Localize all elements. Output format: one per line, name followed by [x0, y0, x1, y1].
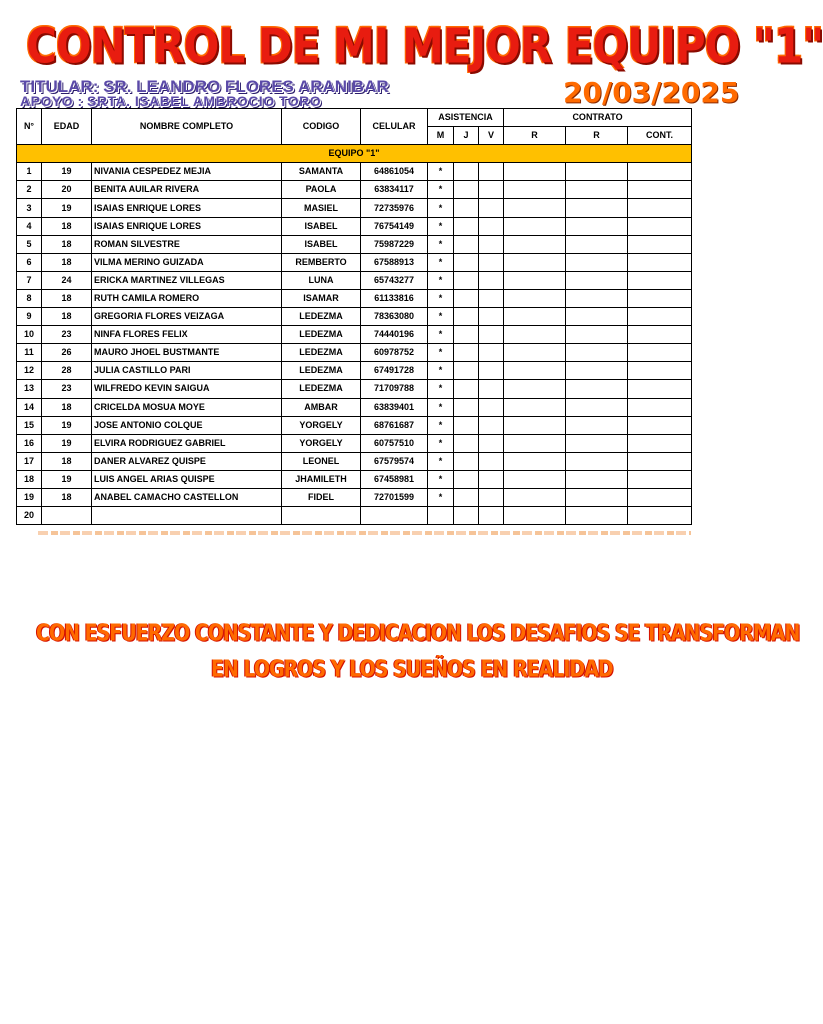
- row-edad: 18: [42, 452, 92, 470]
- table-row: [17, 434, 692, 452]
- row-contrato-r1: [504, 181, 566, 199]
- row-asistencia-m: *: [428, 308, 454, 326]
- row-contrato-r1: [504, 344, 566, 362]
- header-contrato: CONTRATO: [504, 109, 692, 127]
- row-asistencia-v: [479, 308, 504, 326]
- row-asistencia-v: [479, 181, 504, 199]
- row-celular: 74440196: [361, 326, 428, 344]
- row-codigo: LEONEL: [282, 452, 361, 470]
- row-asistencia-j: [454, 217, 479, 235]
- row-nombre: VILMA MERINO GUIZADA: [92, 253, 282, 271]
- row-number: 20: [17, 507, 42, 525]
- header-j: J: [454, 127, 479, 145]
- row-nombre: ISAIAS ENRIQUE LORES: [92, 217, 282, 235]
- row-celular: 63839401: [361, 398, 428, 416]
- table-row: [17, 507, 692, 525]
- attendance-table: [16, 108, 692, 525]
- row-nombre: JOSE ANTONIO COLQUE: [92, 416, 282, 434]
- row-asistencia-j: [454, 344, 479, 362]
- row-codigo: SAMANTA: [282, 163, 361, 181]
- row-edad: 19: [42, 470, 92, 488]
- row-asistencia-j: [454, 326, 479, 344]
- row-contrato-r2: [566, 488, 628, 506]
- row-asistencia-j: [454, 362, 479, 380]
- row-number: 19: [17, 488, 42, 506]
- row-contrato-cont: [628, 253, 692, 271]
- row-nombre: MAURO JHOEL BUSTMANTE: [92, 344, 282, 362]
- row-asistencia-j: [454, 380, 479, 398]
- row-celular: 63834117: [361, 181, 428, 199]
- table-body: [17, 163, 692, 525]
- row-contrato-r1: [504, 308, 566, 326]
- row-codigo: LEDEZMA: [282, 326, 361, 344]
- row-number: 15: [17, 416, 42, 434]
- row-asistencia-m: *: [428, 452, 454, 470]
- row-asistencia-j: [454, 470, 479, 488]
- row-codigo: ISABEL: [282, 235, 361, 253]
- row-edad: 19: [42, 163, 92, 181]
- row-codigo: FIDEL: [282, 488, 361, 506]
- row-edad: 23: [42, 326, 92, 344]
- row-asistencia-m: *: [428, 181, 454, 199]
- row-codigo: YORGELY: [282, 416, 361, 434]
- table-row: [17, 235, 692, 253]
- row-contrato-cont: [628, 362, 692, 380]
- row-nombre: BENITA AUILAR RIVERA: [92, 181, 282, 199]
- row-edad: 19: [42, 416, 92, 434]
- row-nombre: GREGORIA FLORES VEIZAGA: [92, 308, 282, 326]
- row-celular: 67579574: [361, 452, 428, 470]
- row-codigo: LUNA: [282, 271, 361, 289]
- row-asistencia-j: [454, 452, 479, 470]
- row-edad: 18: [42, 217, 92, 235]
- table-row: [17, 289, 692, 307]
- row-contrato-r2: [566, 289, 628, 307]
- apoyo-line: APOYO : SRTA. ISABEL AMBROCIO TORO: [20, 93, 322, 109]
- row-number: 10: [17, 326, 42, 344]
- row-codigo: REMBERTO: [282, 253, 361, 271]
- row-celular: 75987229: [361, 235, 428, 253]
- header-row-top: [17, 109, 692, 127]
- row-nombre: ISAIAS ENRIQUE LORES: [92, 199, 282, 217]
- section-title: EQUIPO "1": [17, 145, 692, 163]
- row-number: 14: [17, 398, 42, 416]
- row-edad: 26: [42, 344, 92, 362]
- row-asistencia-v: [479, 271, 504, 289]
- row-asistencia-v: [479, 253, 504, 271]
- row-number: 11: [17, 344, 42, 362]
- row-contrato-r2: [566, 326, 628, 344]
- row-contrato-cont: [628, 271, 692, 289]
- row-edad: 19: [42, 434, 92, 452]
- row-codigo: JHAMILETH: [282, 470, 361, 488]
- table-row: [17, 398, 692, 416]
- row-asistencia-m: *: [428, 326, 454, 344]
- row-asistencia-v: [479, 289, 504, 307]
- row-number: 13: [17, 380, 42, 398]
- row-celular: 60978752: [361, 344, 428, 362]
- row-contrato-r1: [504, 163, 566, 181]
- table-row: [17, 326, 692, 344]
- row-number: 12: [17, 362, 42, 380]
- row-asistencia-m: *: [428, 380, 454, 398]
- table-row: [17, 181, 692, 199]
- table-row: [17, 271, 692, 289]
- row-contrato-r1: [504, 217, 566, 235]
- table-row: [17, 217, 692, 235]
- row-edad: 20: [42, 181, 92, 199]
- row-asistencia-v: [479, 452, 504, 470]
- row-contrato-cont: [628, 163, 692, 181]
- table-row: [17, 199, 692, 217]
- row-codigo: AMBAR: [282, 398, 361, 416]
- row-asistencia-v: [479, 398, 504, 416]
- row-nombre: CRICELDA MOSUA MOYE: [92, 398, 282, 416]
- row-contrato-cont: [628, 308, 692, 326]
- row-codigo: PAOLA: [282, 181, 361, 199]
- row-contrato-r2: [566, 181, 628, 199]
- row-asistencia-m: *: [428, 199, 454, 217]
- row-contrato-r1: [504, 452, 566, 470]
- row-edad: 24: [42, 271, 92, 289]
- row-contrato-r2: [566, 253, 628, 271]
- row-nombre: DANER ALVAREZ QUISPE: [92, 452, 282, 470]
- row-asistencia-m: *: [428, 344, 454, 362]
- row-asistencia-m: *: [428, 470, 454, 488]
- row-codigo: ISABEL: [282, 217, 361, 235]
- row-contrato-r1: [504, 235, 566, 253]
- row-contrato-r1: [504, 199, 566, 217]
- row-celular: 76754149: [361, 217, 428, 235]
- row-celular: 61133816: [361, 289, 428, 307]
- row-nombre: ANABEL CAMACHO CASTELLON: [92, 488, 282, 506]
- row-edad: 23: [42, 380, 92, 398]
- row-number: 6: [17, 253, 42, 271]
- row-contrato-r1: [504, 289, 566, 307]
- row-contrato-r2: [566, 271, 628, 289]
- row-asistencia-v: [479, 507, 504, 525]
- row-number: 7: [17, 271, 42, 289]
- row-asistencia-v: [479, 380, 504, 398]
- motto-line-1: CON ESFUERZO CONSTANTE Y DEDICACION LOS DESAFIOS SE TRANSFORMAN: [36, 620, 800, 647]
- row-asistencia-j: [454, 488, 479, 506]
- row-codigo: MASIEL: [282, 199, 361, 217]
- row-asistencia-v: [479, 470, 504, 488]
- header-edad: EDAD: [42, 109, 92, 145]
- row-asistencia-v: [479, 434, 504, 452]
- header-num: N°: [17, 109, 42, 145]
- row-contrato-cont: [628, 434, 692, 452]
- row-celular: 65743277: [361, 271, 428, 289]
- row-celular: 64861054: [361, 163, 428, 181]
- row-contrato-cont: [628, 181, 692, 199]
- row-asistencia-v: [479, 235, 504, 253]
- row-asistencia-m: [428, 507, 454, 525]
- row-contrato-r2: [566, 380, 628, 398]
- table-row: [17, 362, 692, 380]
- row-asistencia-v: [479, 199, 504, 217]
- row-nombre: JULIA CASTILLO PARI: [92, 362, 282, 380]
- row-asistencia-m: *: [428, 398, 454, 416]
- row-nombre: [92, 507, 282, 525]
- row-asistencia-v: [479, 217, 504, 235]
- row-contrato-cont: [628, 488, 692, 506]
- row-contrato-cont: [628, 199, 692, 217]
- row-edad: [42, 507, 92, 525]
- row-number: 1: [17, 163, 42, 181]
- row-number: 9: [17, 308, 42, 326]
- row-contrato-cont: [628, 452, 692, 470]
- table-row: [17, 416, 692, 434]
- row-contrato-r2: [566, 308, 628, 326]
- row-asistencia-j: [454, 416, 479, 434]
- row-asistencia-v: [479, 362, 504, 380]
- row-contrato-r1: [504, 507, 566, 525]
- row-asistencia-j: [454, 289, 479, 307]
- row-number: 4: [17, 217, 42, 235]
- page-title: CONTROL DE MI MEJOR EQUIPO "1": [26, 17, 823, 74]
- table-row: [17, 380, 692, 398]
- row-celular: 68761687: [361, 416, 428, 434]
- table-row: [17, 470, 692, 488]
- row-contrato-r2: [566, 217, 628, 235]
- table-row: [17, 163, 692, 181]
- row-contrato-r2: [566, 344, 628, 362]
- row-number: 8: [17, 289, 42, 307]
- header-asistencia: ASISTENCIA: [428, 109, 504, 127]
- row-asistencia-m: *: [428, 488, 454, 506]
- row-asistencia-j: [454, 398, 479, 416]
- row-codigo: LEDEZMA: [282, 308, 361, 326]
- row-asistencia-j: [454, 507, 479, 525]
- row-nombre: RUTH CAMILA ROMERO: [92, 289, 282, 307]
- row-number: 5: [17, 235, 42, 253]
- row-nombre: LUIS ANGEL ARIAS QUISPE: [92, 470, 282, 488]
- row-contrato-r2: [566, 362, 628, 380]
- row-contrato-r2: [566, 470, 628, 488]
- row-contrato-r1: [504, 488, 566, 506]
- row-contrato-r1: [504, 362, 566, 380]
- row-asistencia-j: [454, 199, 479, 217]
- row-asistencia-j: [454, 253, 479, 271]
- row-contrato-r1: [504, 398, 566, 416]
- row-asistencia-m: *: [428, 362, 454, 380]
- row-celular: 72701599: [361, 488, 428, 506]
- row-contrato-cont: [628, 470, 692, 488]
- row-number: 18: [17, 470, 42, 488]
- row-asistencia-m: *: [428, 434, 454, 452]
- row-asistencia-v: [479, 488, 504, 506]
- row-nombre: ERICKA MARTINEZ VILLEGAS: [92, 271, 282, 289]
- row-contrato-cont: [628, 398, 692, 416]
- table-row: [17, 488, 692, 506]
- row-asistencia-m: *: [428, 235, 454, 253]
- header-r2: R: [566, 127, 628, 145]
- row-asistencia-v: [479, 163, 504, 181]
- motto-line-2: EN LOGROS Y LOS SUEÑOS EN REALIDAD: [211, 656, 613, 683]
- row-asistencia-m: *: [428, 271, 454, 289]
- row-codigo: ISAMAR: [282, 289, 361, 307]
- row-contrato-r2: [566, 163, 628, 181]
- header-v: V: [479, 127, 504, 145]
- row-asistencia-j: [454, 434, 479, 452]
- row-contrato-r2: [566, 507, 628, 525]
- row-contrato-r1: [504, 416, 566, 434]
- row-contrato-r2: [566, 434, 628, 452]
- row-edad: 18: [42, 289, 92, 307]
- row-contrato-r2: [566, 235, 628, 253]
- row-contrato-cont: [628, 326, 692, 344]
- row-celular: 67588913: [361, 253, 428, 271]
- row-celular: 71709788: [361, 380, 428, 398]
- row-codigo: LEDEZMA: [282, 362, 361, 380]
- row-asistencia-m: *: [428, 253, 454, 271]
- row-asistencia-v: [479, 416, 504, 434]
- row-asistencia-m: *: [428, 289, 454, 307]
- row-celular: 78363080: [361, 308, 428, 326]
- row-contrato-cont: [628, 344, 692, 362]
- row-celular: 72735976: [361, 199, 428, 217]
- row-edad: 18: [42, 398, 92, 416]
- row-codigo: [282, 507, 361, 525]
- row-contrato-r1: [504, 326, 566, 344]
- row-celular: 67458981: [361, 470, 428, 488]
- row-nombre: ROMAN SILVESTRE: [92, 235, 282, 253]
- row-codigo: LEDEZMA: [282, 344, 361, 362]
- date-label: 20/03/2025: [563, 76, 740, 109]
- row-contrato-r1: [504, 271, 566, 289]
- row-contrato-r2: [566, 452, 628, 470]
- row-asistencia-m: *: [428, 416, 454, 434]
- row-contrato-cont: [628, 507, 692, 525]
- header-codigo: CODIGO: [282, 109, 361, 145]
- row-number: 3: [17, 199, 42, 217]
- row-asistencia-v: [479, 344, 504, 362]
- row-contrato-r1: [504, 434, 566, 452]
- row-contrato-r2: [566, 416, 628, 434]
- row-contrato-cont: [628, 217, 692, 235]
- row-edad: 18: [42, 235, 92, 253]
- row-number: 2: [17, 181, 42, 199]
- row-contrato-cont: [628, 289, 692, 307]
- header-cont: CONT.: [628, 127, 692, 145]
- row-contrato-cont: [628, 235, 692, 253]
- header-nombre: NOMBRE COMPLETO: [92, 109, 282, 145]
- row-contrato-r1: [504, 253, 566, 271]
- row-nombre: NINFA FLORES FELIX: [92, 326, 282, 344]
- row-edad: 28: [42, 362, 92, 380]
- row-contrato-r2: [566, 398, 628, 416]
- row-edad: 19: [42, 199, 92, 217]
- row-number: 16: [17, 434, 42, 452]
- row-edad: 18: [42, 488, 92, 506]
- row-contrato-cont: [628, 380, 692, 398]
- row-codigo: LEDEZMA: [282, 380, 361, 398]
- row-contrato-cont: [628, 416, 692, 434]
- row-edad: 18: [42, 253, 92, 271]
- header-m: M: [428, 127, 454, 145]
- row-asistencia-j: [454, 271, 479, 289]
- row-asistencia-j: [454, 163, 479, 181]
- section-row: [17, 145, 692, 163]
- titular-line: TITULAR: SR. LEANDRO FLORES ARANIBAR: [20, 77, 389, 96]
- row-contrato-r1: [504, 470, 566, 488]
- row-asistencia-j: [454, 181, 479, 199]
- row-nombre: ELVIRA RODRIGUEZ GABRIEL: [92, 434, 282, 452]
- table-row: [17, 253, 692, 271]
- row-contrato-r2: [566, 199, 628, 217]
- faded-text-strip: [38, 531, 691, 535]
- row-asistencia-m: *: [428, 217, 454, 235]
- row-asistencia-j: [454, 308, 479, 326]
- row-nombre: WILFREDO KEVIN SAIGUA: [92, 380, 282, 398]
- row-asistencia-m: *: [428, 163, 454, 181]
- header-celular: CELULAR: [361, 109, 428, 145]
- row-celular: 67491728: [361, 362, 428, 380]
- table-row: [17, 344, 692, 362]
- row-edad: 18: [42, 308, 92, 326]
- table-row: [17, 308, 692, 326]
- row-contrato-r1: [504, 380, 566, 398]
- row-asistencia-j: [454, 235, 479, 253]
- row-number: 17: [17, 452, 42, 470]
- header-r1: R: [504, 127, 566, 145]
- row-codigo: YORGELY: [282, 434, 361, 452]
- row-nombre: NIVANIA CESPEDEZ MEJIA: [92, 163, 282, 181]
- row-celular: [361, 507, 428, 525]
- table-row: [17, 452, 692, 470]
- row-asistencia-v: [479, 326, 504, 344]
- row-celular: 60757510: [361, 434, 428, 452]
